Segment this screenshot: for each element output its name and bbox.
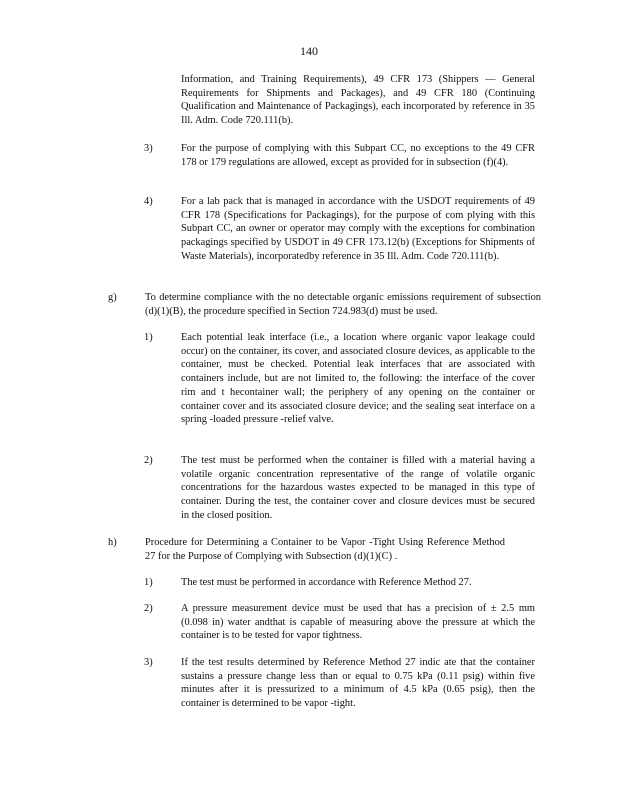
g-item-2-label: 2)	[144, 455, 153, 466]
page-number: 140	[300, 44, 318, 58]
continuation-paragraph: Information, and Training Requirements), 49 CFR 173 (Shippers — General Requirements for Shipments and Packages), and 49 CFR 180 (Continuing Qualification and Maintenance of Packagings), each incorporated by reference in 35 Ill. Adm. Code 720.111(b).	[181, 74, 535, 127]
item-4-label: 4)	[144, 196, 153, 207]
g-item-2-text: The test must be performed when the container is filled with a material having a volatile organic concentration representative of the range of volatile organic concentrations for the hazardous wastes expected to be managed in this type of container. During the test, the container cover and closure devices must be secured in the closed position.	[181, 455, 535, 521]
item-3-text: For the purpose of complying with this Subpart CC, no exceptions to the 49 CFR 178 or 179 regulations are allowed, except as provided for in subsection (f)(4).	[181, 143, 535, 168]
item-4-text: For a lab pack that is managed in accordance with the USDOT requirements of 49 CFR 178 (Specifications for Packagings), for the purpose of com plying with this Subpart CC, an owner or operator may comply with the exceptions for combination packagings specified by USDOT in 49 CFR 173.12(b) (Exceptions for Shipments of Waste Materials), incorporatedby reference in 35 Ill. Adm. Code 720.111(b).	[181, 196, 535, 262]
h-item-2-text: A pressure measurement device must be used that has a precision of ± 2.5 mm (0.098 in) water andthat is capable of measuring above the pressure at which the container is to be tested for vapor tightness.	[181, 603, 535, 642]
h-item-3-text: If the test results determined by Reference Method 27 indic ate that the container sustains a pressure change less than or equal to 0.75 kPa (0.11 psig) within five minutes after it is pressurized to a minimum of 4.5 kPa (0.65 psig), then the container is determined to be vapor -tight.	[181, 657, 535, 710]
h-item-1-text: The test must be performed in accordance with Reference Method 27.	[181, 577, 472, 588]
subsection-g-text: To determine compliance with the no detectable organic emissions requirement of subsection (d)(1)(B), the procedure specified in Section 724.983(d) must be used.	[145, 292, 541, 317]
h-item-1-label: 1)	[144, 577, 153, 588]
item-3-label: 3)	[144, 143, 153, 154]
g-item-1-text: Each potential leak interface (i.e., a location where organic vapor leakage could occur) on the container, its cover, and associated closure devices, as applicable to the container, must be checked. Potential leak interfaces that are associated with containers include, but are not limited to, the following: the interface of the cover rim and t hecontainer wall; the periphery of any opening on the container or container cover and its associated closure device; and the sealing seat interface on a spring -loaded pressure -relief valve.	[181, 332, 535, 426]
g-item-1-label: 1)	[144, 332, 153, 343]
h-item-3-label: 3)	[144, 657, 153, 668]
subsection-g-label: g)	[108, 292, 117, 303]
h-item-2-label: 2)	[144, 603, 153, 614]
subsection-h-label: h)	[108, 537, 117, 548]
subsection-h-text: Procedure for Determining a Container to be Vapor -Tight Using Reference Method 27 for the Purpose of Complying with Subsection (d)(1)(C) .	[145, 537, 505, 562]
